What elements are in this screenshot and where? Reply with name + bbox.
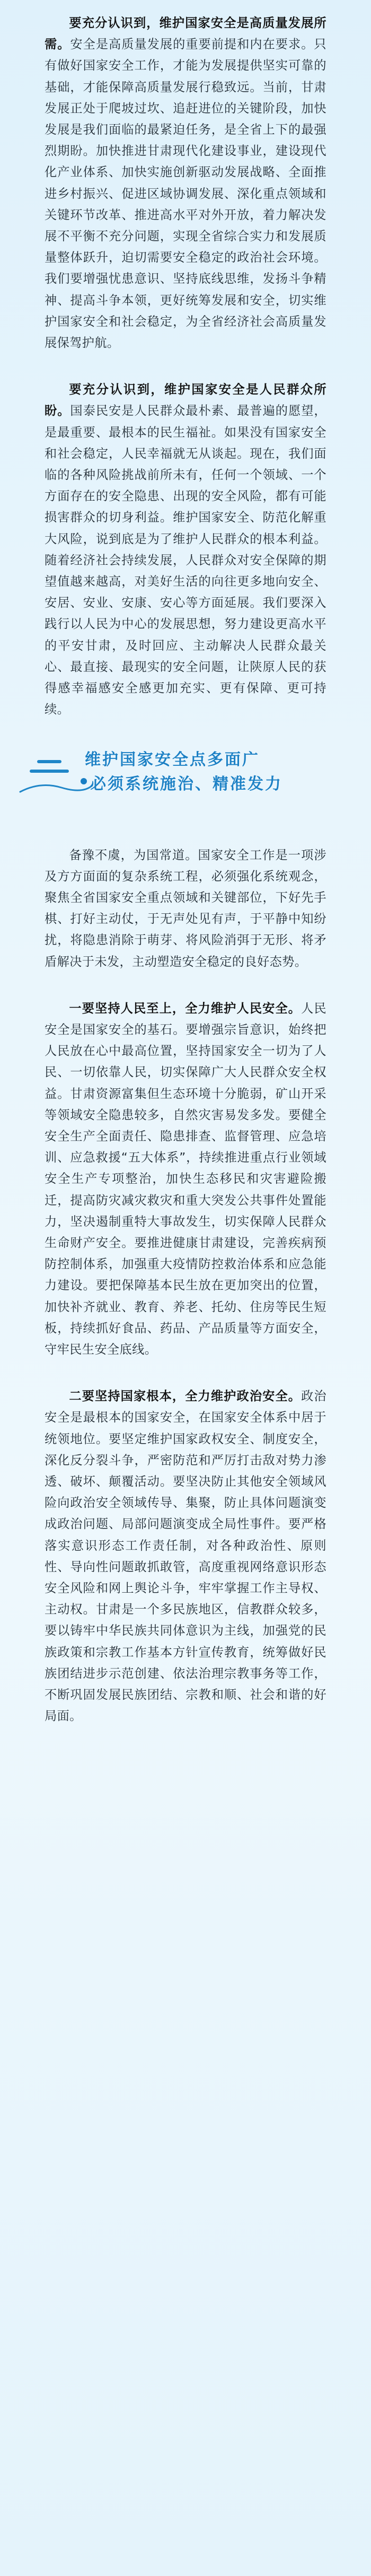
- numeral-stroke-top: [37, 760, 61, 763]
- section-heading: [30, 744, 326, 824]
- paragraph-body: 备豫不虞，为国常道。国家安全工作是一项涉及方方面面的复杂系统工程，必须强化系统观念，聚焦全省国家安全重点领域和关键部位，下好先手棋、打好主动仗，于无声处见有声，于平静中知纷扰，将隐患消除于萌芽、将风险消弭于无形、将矛盾解决于未发，主动塑造安全稳定的良好态势。: [45, 848, 326, 969]
- numeral-stroke-bottom: [30, 770, 69, 773]
- paragraph-political-security: [45, 1386, 326, 1727]
- paragraph-body: 安全是高质量发展的重要前提和内在要求。只有做好国家安全工作，才能为发展提供坚实可靠的基础，才能保障高质量发展行稳致远。当前，甘肃发展正处于爬坡过坎、追赶进位的关键阶段，加快发展是我们面临的最紧迫任务，是全省上下的最强烈期盼。加快推进甘肃现代化建设事业，建设现代化产业体系、加快实施创新驱动发展战略、全面推进乡村振兴、促进区域协调发展、深化重点领域和关键环节改革、推进高水平对外开放，着力解决发展不平衡不充分问题，实现全省综合实力和发展质量整体跃升，迫切需要安全稳定的政治社会环境。我们要增强忧患意识、坚持底线思维，发扬斗争精神、提高斗争本领，更好统筹发展和安全，切实维护国家安全和社会稳定，为全省经济社会高质量发展保驾护航。: [45, 37, 326, 351]
- section-title-line2: 必须系统施治、精准发力: [90, 774, 282, 793]
- paragraph-spacer: [45, 973, 326, 998]
- paragraph-security-development: [45, 13, 326, 354]
- paragraph-spacer: [45, 1360, 326, 1386]
- section-title-line1: 维护国家安全点多面广: [85, 750, 260, 769]
- paragraph-lead: 要充分认识到，维护国家安全是高质量发展所需。: [45, 16, 326, 52]
- paragraph-people-security: [45, 998, 326, 1360]
- paragraph-body: 国泰民安是人民群众最朴素、最普遍的愿望，是最重要、最根本的民生福祉。如果没有国家安全和社会稳定，人民幸福就无从谈起。现在，我们面临的各种风险挑战前所未有，任何一个领域、一个方面存在的安全隐患、出现的安全风险，都有可能损害群众的切身利益。维护国家安全、防范化解重大风险，说到底是为了维护人民群众的根本利益。随着经济社会持续发展，人民群众对安全保障的期望值越来越高，对美好生活的向往更多地向安全、安居、安业、安康、安心等方面延展。我们要深入践行以人民为中心的发展思想，努力建设更高水平的平安甘肃，及时回应、主动解决人民群众最关心、最直接、最现实的安全问题，让陕原人民的获得感幸福感安全感更加充实、更有保障、更可持续。: [45, 404, 326, 717]
- paragraph-spacer: [45, 354, 326, 379]
- paragraph-body: 政治安全是最根本的国家安全，在国家安全体系中居于统领地位。要坚定维护国家政权安全、制度安全，深化反分裂斗争，严密防范和严厉打击敌对势力渗透、破坏、颠覆活动。要坚决防止其他安全领域风险向政治安全领域传导、集聚，防止具体问题演变成政治问题、局部问题演变成全局性事件。要严格落实意识形态工作责任制，对各种政治性、原则性、导向性问题敢抓敢管，高度重视网络意识形态安全风险和网上舆论斗争，牢牢掌握工作主导权、主动权。甘肃是一个多民族地区，信教群众较多，要以铸牢中华民族共同体意识为主线，加强党的民族政策和宗教工作基本方针宣传教育，统筹做好民族团结进步示范创建、依法治理宗教事务等工作，不断巩固发展民族团结、宗教和顺、社会和谐的好局面。: [45, 1389, 326, 1724]
- section-number: [30, 760, 67, 776]
- paragraph-intro-section2: [45, 845, 326, 973]
- paragraph-security-people: [45, 379, 326, 720]
- bullet-dot-icon: [81, 778, 87, 784]
- paragraph-body: 人民安全是国家安全的基石。要增强宗旨意识，始终把人民放在心中最高位置，坚持国家安全一切为了人民、一切依靠人民，切实保障广大人民群众安全权益。甘肃资源富集但生态环境十分脆弱，矿山开采等领域安全隐患较多，自然灾害易发多发。要健全安全生产全面责任、隐患排查、监督管理、应急培训、应急救援“五大体系”，持续推进重点行业领域安全生产专项整治，加快生态移民和灾害避险搬迁，提高防灾减灾救灾和重大突发公共事件处置能力，坚决遏制重特大事故发生，切实保障人民群众生命财产安全。要推进健康甘肃建设，完善疾病预防控制体系，加强重大疫情防控救治体系和应急能力建设。要把保障基本民生放在更加突出的位置，加快补齐就业、教育、养老、托幼、住房等民生短板，持续抓好食品、药品、产品质量等方面安全，守牢民生安全底线。: [45, 1001, 326, 1357]
- paragraph-lead: 一要坚持人民至上，全力维护人民安全。: [69, 1001, 302, 1016]
- paragraph-lead: 要充分认识到，维护国家安全是人民群众所盼。: [45, 382, 326, 418]
- paragraph-lead: 二要坚持国家根本，全力维护政治安全。: [69, 1389, 302, 1404]
